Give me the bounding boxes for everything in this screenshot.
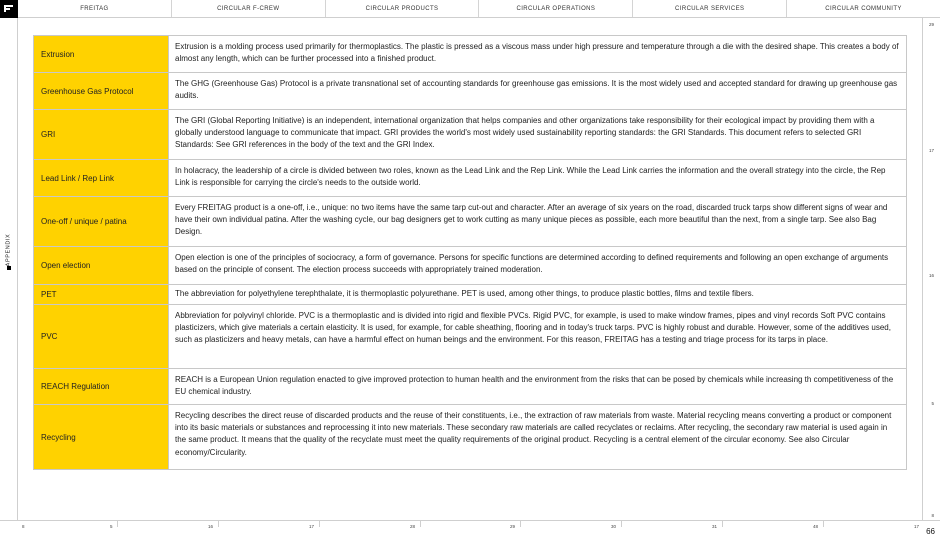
section-marker (2, 233, 16, 273)
glossary-definition: Every FREITAG product is a one-off, i.e., unique: no two items have the same tarp cut-out and character. After an average of six years on the road, discarded truck tarps show different signs of wear and have their own individual patina. After the washing cycle, our bag designers get to work cutting as many unique pieces as possible, each more beautiful than the next, from a single tarp. See also Bag Design. (175, 203, 888, 237)
glossary-row (34, 405, 906, 469)
bottom-ruler-tick: 8 (22, 524, 25, 529)
glossary-definition: The GHG (Greenhouse Gas) Protocol is a private transnational set of accounting standards for greenhouse gas emissions. It is the most widely used and accepted standard for drawing up greenhouse gas audits. (175, 79, 898, 101)
nav-item-circular-operations[interactable]: CIRCULAR OPERATIONS (478, 0, 632, 17)
nav-item-circular-products[interactable]: CIRCULAR PRODUCTS (325, 0, 479, 17)
section-square-icon (7, 266, 11, 270)
ruler-divider (319, 521, 320, 527)
ruler-divider (420, 521, 421, 527)
glossary-term: GRI (34, 110, 169, 159)
nav-item-circular-f-crew[interactable]: CIRCULAR F-CREW (171, 0, 325, 17)
bottom-ruler-tick: 5 (110, 524, 113, 529)
glossary-term: PVC (34, 305, 169, 368)
glossary-term: REACH Regulation (34, 369, 169, 404)
bottom-ruler-tick: 31 (712, 524, 718, 529)
bottom-ruler-tick: 30 (611, 524, 617, 529)
bottom-ruler-tick: 17 (309, 524, 315, 529)
ruler-divider (218, 521, 219, 527)
freitag-logo[interactable] (0, 0, 18, 18)
right-ruler-tick: 16 (928, 273, 934, 278)
glossary-term: Greenhouse Gas Protocol (34, 73, 169, 109)
glossary-term: PET (34, 285, 169, 304)
ruler-divider (823, 521, 824, 527)
bottom-ruler-tick: 29 (510, 524, 516, 529)
glossary-row (34, 305, 906, 369)
glossary-row (34, 369, 906, 405)
bottom-ruler-tick: 16 (208, 524, 214, 529)
glossary-term: Extrusion (34, 36, 169, 72)
glossary-definition: REACH is a European Union regulation enacted to give improved protection to human health and the environment from the risks that can be posed by chemicals while increasing th competitiveness of the EU chemical industry. (175, 375, 894, 397)
logo-f-icon (4, 5, 13, 12)
glossary-row (34, 285, 906, 305)
top-navigation (0, 0, 940, 18)
glossary-definition: Open election is one of the principles of sociocracy, a form of governance. Persons for specific functions are determined according to defined requirements and following an open exchange of arguments based on the principle of consent. The election process succeeds with appropriately trained moderation. (175, 253, 889, 275)
glossary-row (34, 110, 906, 160)
right-ruler-tick: 8 (931, 513, 934, 518)
glossary-definition: In holacracy, the leadership of a circle is divided between two roles, known as the Lead Link and the Rep Link. While the Lead Link carries the information and the overall strategy into the circle, the Rep Link is responsible for carrying the circle's needs to the outside world. (175, 166, 886, 188)
right-ruler-tick: 17 (928, 148, 934, 153)
page-number: 66 (926, 527, 935, 536)
bottom-ruler-tick: 28 (410, 524, 416, 529)
left-rail (0, 18, 18, 520)
glossary-definition: Extrusion is a molding process used primarily for thermoplastics. The plastic is pressed as a viscous mass under high pressure and temperature through a die with the desired shape. This creates a body of almost any length, which can be further processed into a finished product. (175, 42, 899, 64)
right-ruler-tick: 5 (931, 401, 934, 406)
ruler-divider (520, 521, 521, 527)
section-label: APPENDIX (5, 233, 12, 267)
nav-item-circular-services[interactable]: CIRCULAR SERVICES (632, 0, 786, 17)
nav-item-freitag[interactable]: FREITAG (80, 6, 109, 12)
glossary-term: Lead Link / Rep Link (34, 160, 169, 196)
glossary-definition: The GRI (Global Reporting Initiative) is an independent, international organization that helps companies and other organizations take responsibility for their ecological impact by providing them with a globally understood language to communicate that impact. GRI provides the world's most widely used sustainability reporting standards: the GRI Standards. This document refers to selected GRI Standards: See GRI references in the body of the text and the GRI Index. (175, 116, 875, 150)
right-rail (922, 18, 940, 520)
glossary-definition: The abbreviation for polyethylene terephthalate, it is thermoplastic polyurethane. PET is used, among other things, to produce plastic bottles, films and textile fibers. (175, 289, 754, 298)
glossary-term: One-off / unique / patina (34, 197, 169, 246)
glossary-row (34, 197, 906, 247)
ruler-divider (117, 521, 118, 527)
bottom-ruler-tick: 48 (813, 524, 819, 529)
right-ruler-tick: 29 (928, 22, 934, 27)
glossary-table (33, 35, 907, 470)
glossary-definition: Recycling describes the direct reuse of discarded products and the reuse of their constituents, i.e., the extraction of raw materials from waste. Material recycling means converting a product or component into its basic materials or substances and reprocessing it into new materials. These secondary raw materials are called recyclates or reclaims. After recycling, the secondary raw material is used again in the same product. It means that the quality of the recyclate must meet the quality requirements of the original product. Recycling is a central element of the circular economy. See also Circular economy/Circularity. (175, 411, 892, 457)
glossary-row (34, 36, 906, 73)
nav-items (18, 0, 940, 17)
glossary-row (34, 73, 906, 110)
bottom-ruler (0, 520, 940, 538)
glossary-definition: Abbreviation for polyvinyl chloride. PVC is a thermoplastic and is divided into rigid and flexible PVCs. Rigid PVC, for example, is used to make window frames, pipes and vinyl records Soft PVC contains plasticizers, which give materials a certain elasticity. It is used, for example, for cable sheathing, flooring and in today's truck tarps. PVC is highly robust and durable. However, some of the additives used, such as plasticizers and heavy metals, can have a harmful effect on human beings and the environment. For this reason, FREITAG has a testing and triage process for its tarps in place. (175, 311, 891, 345)
bottom-ruler-tick: 17 (914, 524, 920, 529)
ruler-divider (621, 521, 622, 527)
glossary-term: Open election (34, 247, 169, 284)
ruler-divider (722, 521, 723, 527)
glossary-row (34, 160, 906, 197)
nav-item-circular-community[interactable]: CIRCULAR COMMUNITY (786, 0, 940, 17)
glossary-row (34, 247, 906, 285)
glossary-term: Recycling (34, 405, 169, 469)
